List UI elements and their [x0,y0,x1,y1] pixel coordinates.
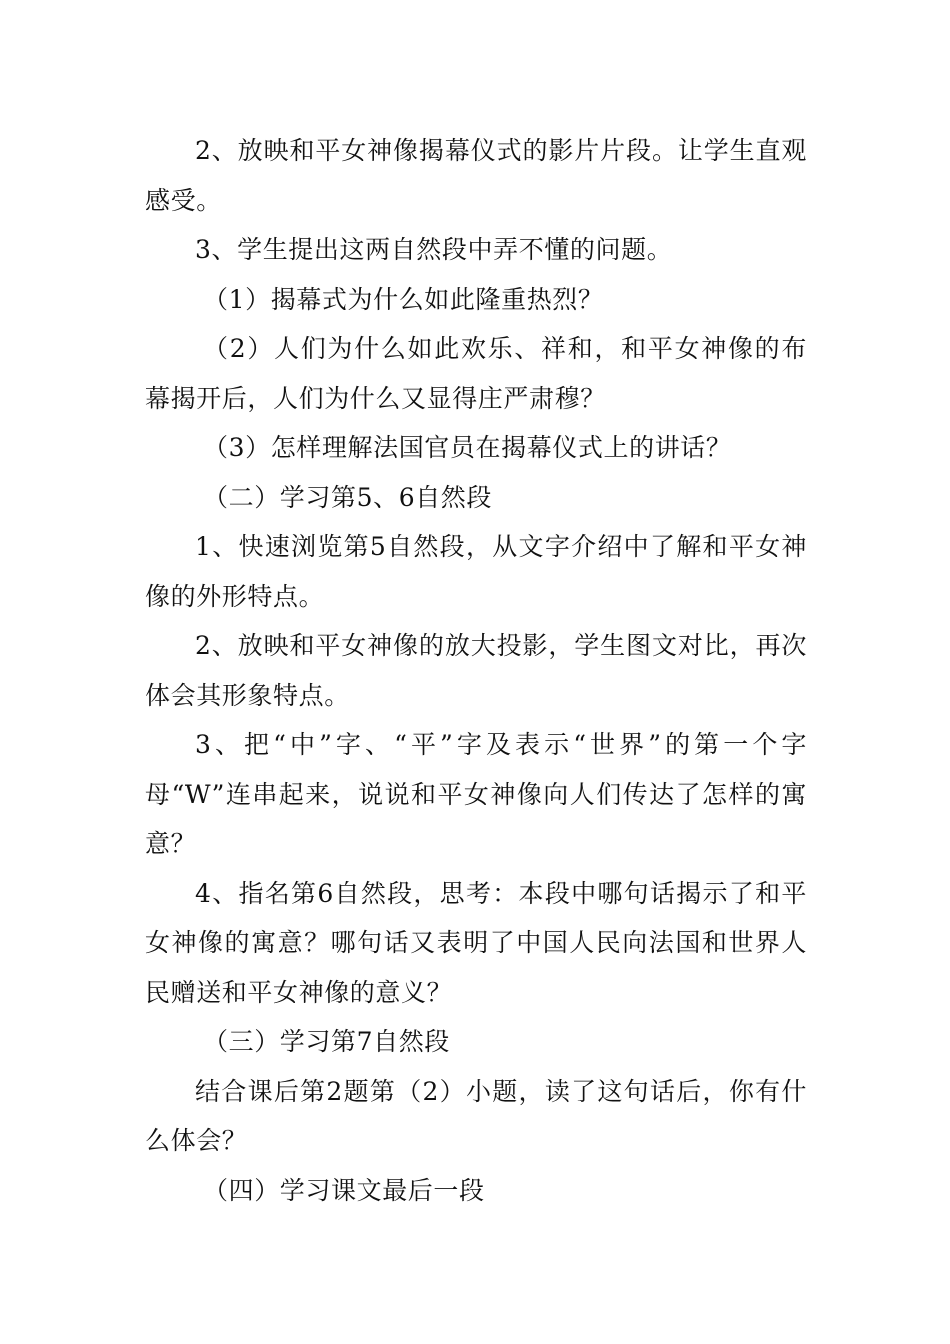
document-page [145,126,807,1215]
paragraph-4: （2）人们为什么如此欢乐、祥和，和平女神像的布幕揭开后，人们为什么又显得庄严肃穆？ [145,334,807,413]
paragraph-9: 3、把“中”字、“平”字及表示“世界”的第一个字母“W”连串起来，说说和平女神像向人们传达了怎样的寓意？ [145,730,807,858]
paragraph-1: 2、放映和平女神像揭幕仪式的影片片段。让学生直观感受。 [145,136,807,215]
section-heading-4: （四）学习课文最后一段 [203,1175,485,1205]
paragraph-7: 1、快速浏览第5自然段，从文字介绍中了解和平女神像的外形特点。 [145,532,807,611]
paragraph-3: （1）揭幕式为什么如此隆重热烈？ [203,284,604,314]
section-heading-3: （三）学习第7自然段 [203,1027,450,1056]
paragraph-8: 2、放映和平女神像的放大投影，学生图文对比，再次体会其形象特点。 [145,631,807,710]
paragraph-2: 3、学生提出这两自然段中弄不懂的问题。 [195,235,673,264]
paragraph-12: 结合课后第2题第（2）小题，读了这句话后，你有什么体会？ [145,1076,807,1155]
paragraph-5: （3）怎样理解法国官员在揭幕仪式上的讲话？ [203,433,732,462]
section-heading-2: （二）学习第5、6自然段 [203,482,493,512]
paragraph-10: 4、指名第6自然段，思考：本段中哪句话揭示了和平女神像的寓意？哪句话又表明了中国人民向法国和世界人民赠送和平女神像的意义？ [145,878,807,1007]
